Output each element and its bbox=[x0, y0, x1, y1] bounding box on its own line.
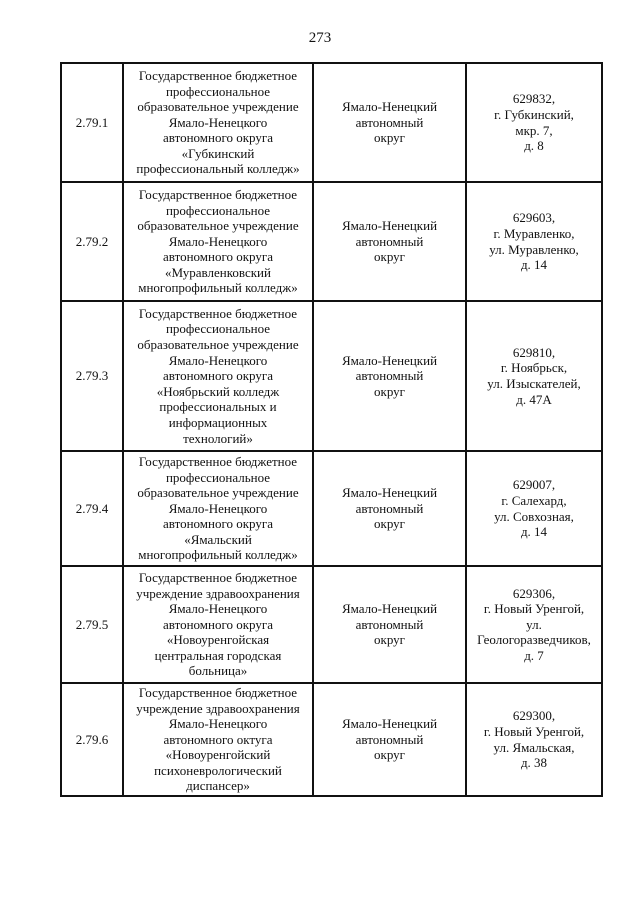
region-cell: Ямало-Ненецкий автономный округ bbox=[313, 566, 466, 683]
registry-table bbox=[60, 62, 603, 797]
region-cell: Ямало-Ненецкий автономный округ bbox=[313, 301, 466, 451]
table-row bbox=[61, 301, 602, 451]
organization-name-cell: Государственное бюджетное профессиональное образовательное учреждение Ямало-Ненецкого автономного округа «Ноябрьский колледж профессиональных и информационных технологий» bbox=[123, 301, 313, 451]
organization-name-cell: Государственное бюджетное профессиональное образовательное учреждение Ямало-Ненецкого автономного округа «Губкинский профессиональный колледж» bbox=[123, 63, 313, 182]
table-row bbox=[61, 683, 602, 796]
region-cell: Ямало-Ненецкий автономный округ bbox=[313, 182, 466, 301]
row-number-cell: 2.79.2 bbox=[61, 182, 123, 301]
table-row bbox=[61, 566, 602, 683]
organization-name-cell: Государственное бюджетное учреждение здравоохранения Ямало-Ненецкого автономного октуга «Новоуренгойский психоневрологический диспансер» bbox=[123, 683, 313, 796]
address-cell: 629832, г. Губкинский, мкр. 7, д. 8 bbox=[466, 63, 602, 182]
table-row bbox=[61, 63, 602, 182]
address-cell: 629603, г. Муравленко, ул. Муравленко, д. 14 bbox=[466, 182, 602, 301]
row-number-cell: 2.79.6 bbox=[61, 683, 123, 796]
row-number-cell: 2.79.4 bbox=[61, 451, 123, 566]
address-cell: 629300, г. Новый Уренгой, ул. Ямальская, д. 38 bbox=[466, 683, 602, 796]
row-number-cell: 2.79.1 bbox=[61, 63, 123, 182]
region-cell: Ямало-Ненецкий автономный округ bbox=[313, 451, 466, 566]
row-number-cell: 2.79.3 bbox=[61, 301, 123, 451]
region-cell: Ямало-Ненецкий автономный округ bbox=[313, 683, 466, 796]
address-cell: 629306, г. Новый Уренгой, ул. Геологоразведчиков, д. 7 bbox=[466, 566, 602, 683]
table-row bbox=[61, 451, 602, 566]
address-cell: 629810, г. Ноябрьск, ул. Изыскателей, д. 47А bbox=[466, 301, 602, 451]
page-number: 273 bbox=[308, 30, 332, 46]
row-number-cell: 2.79.5 bbox=[61, 566, 123, 683]
region-cell: Ямало-Ненецкий автономный округ bbox=[313, 63, 466, 182]
organization-name-cell: Государственное бюджетное учреждение здравоохранения Ямало-Ненецкого автономного округа «Новоуренгойская центральная городская больница» bbox=[123, 566, 313, 683]
address-cell: 629007, г. Салехард, ул. Совхозная, д. 14 bbox=[466, 451, 602, 566]
organization-name-cell: Государственное бюджетное профессиональное образовательное учреждение Ямало-Ненецкого автономного округа «Ямальский многопрофильный колледж» bbox=[123, 451, 313, 566]
table-row bbox=[61, 182, 602, 301]
organization-name-cell: Государственное бюджетное профессиональное образовательное учреждение Ямало-Ненецкого автономного округа «Муравленковский многопрофильный колледж» bbox=[123, 182, 313, 301]
